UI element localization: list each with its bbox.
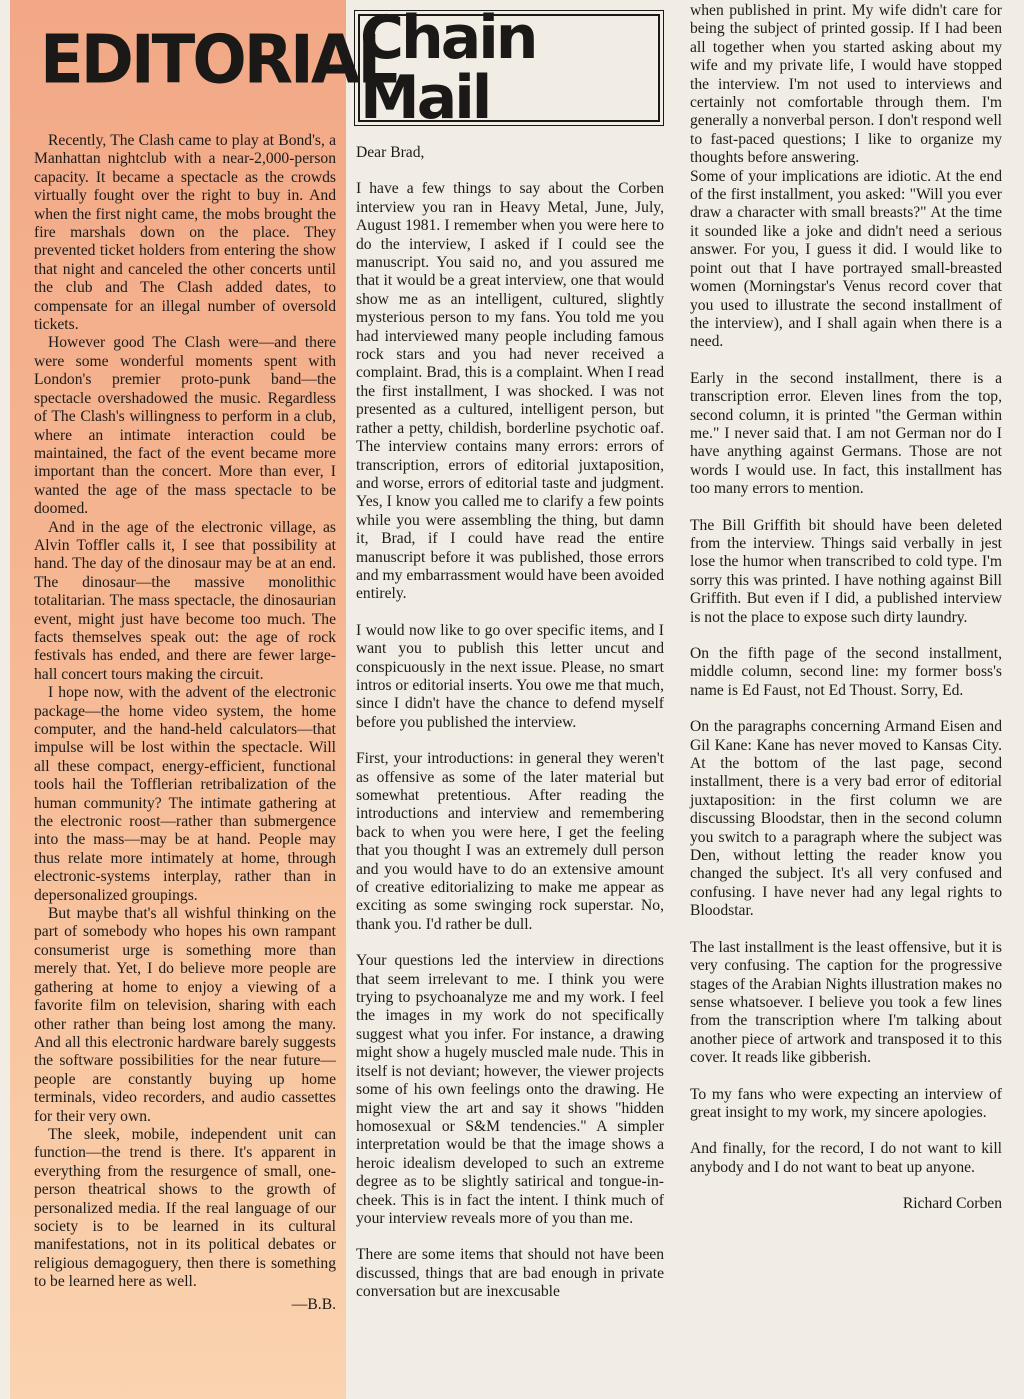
chain-mail-column-2 (686, 0, 1008, 1399)
letter-paragraph: On the fifth page of the second installment, middle column, second line: my former boss's name is Ed Faust, not Ed Thoust. Sorry, Ed. (690, 645, 1002, 699)
letter-paragraph: And finally, for the record, I do not want to kill anybody and I do not want to beat up anyone. (690, 1140, 1002, 1176)
letter-signature: Richard Corben (902, 1195, 1002, 1213)
chain-mail-heading: Chain Mail (360, 3, 536, 133)
editorial-paragraph: And in the age of the electronic village, as Alvin Toffler calls it, I see that possibility at hand. The day of the dinosaur may be at an end. The dinosaur—the massive monolithic totalitarian. The mass spectacle, the dinosaurian event, might just have become too much. The facts themselves speak out: the age of rock festivals has ended, and there are fewer large-hall concert tours making the circuit. (34, 518, 336, 683)
editorial-paragraph: However good The Clash were—and there were some wonderful moments spent with London's premier proto-punk band—the spectacle overshadowed the music. Regardless of The Clash's willingness to perform in a club, where an intimate interaction could be maintained, the fact of the event became more important than the concert. More than ever, I wanted the age of the mass spectacle to be doomed. (34, 334, 336, 518)
editorial-heading: EDITORIAL (40, 21, 396, 100)
chain-mail-column-1 (354, 0, 672, 1399)
letter-paragraph: First, your introductions: in general they weren't as offensive as some of the later material but somewhat pretentious. After reading the introductions and interview and remembering back to when you were here, I get the feeling that you thought I was an extremely dull person and you would have to do an extensive amount of creative editorializing to make me appear as exciting as some swinging rock superstar. No, thank you. I'd rather be dull. (356, 750, 664, 933)
editorial-paragraph: Recently, The Clash came to play at Bond's, a Manhattan nightclub with a near-2,000-person capacity. It became a spectacle as the crowds virtually fought over the right to buy in. And when the first night came, the mobs brought the fire marshals down on the place. They prevented ticket holders from entering the show that night and canceled the other concerts until the club and The Clash added dates, to compensate for an illegal number of oversold tickets. (34, 132, 336, 334)
editorial-body (34, 132, 336, 1292)
letter-paragraph: To my fans who were expecting an interview of great insight to my work, my sincere apologies. (690, 1085, 1002, 1121)
letter-paragraph: Your questions led the interview in directions that seem irrelevant to me. I think you were trying to psychoanalyze me and my work. I feel the images in my work do not specifically suggest what you infer. For instance, a drawing might show a hugely muscled male nude. This in itself is not deviant; however, the viewer projects some of his own feelings onto the drawing. He might view the art and say it shows "hidden homosexual or S&M tendencies." A simpler interpretation would be that the image shows a heroic idealism developed to such an extreme degree as to be slightly satirical and tongue-in-cheek. This is in fact the intent. I think much of your interview reveals more of you than me. (356, 952, 664, 1227)
letter-body-part-1 (356, 144, 664, 1302)
editorial-paragraph: The sleek, mobile, independent unit can function—the trend is there. It's apparent in everything from the resurgence of small, one-person theatrical shows to the growth of personalized media. If the real language of our society is to be learned in its cultural manifestations, not in its political debates or religious demagoguery, then there is something to be learned here as well. (34, 1125, 336, 1291)
editorial-signature: —B.B. (291, 1295, 336, 1313)
letter-paragraph: On the paragraphs concerning Armand Eisen and Gil Kane: Kane has never moved to Kansas City. At the bottom of the last page, second installment, there is a very bad error of editorial juxtaposition: in the first column we are discussing Bloodstar, then in the second column you switch to a paragraph where the subject was Den, without letting the reader know you changed the subject. It's all very confused and confusing. I have never had any legal rights to Bloodstar. (690, 718, 1002, 920)
letter-paragraph: when published in print. My wife didn't care for being the subject of printed gossip. If I had been all together when you started asking about my wife and my private life, I would have stopped the interview. I'm not used to interviews and certainly not comfortable through them. I'm generally a nonverbal person. I don't respond well to fast-paced questions; I like to organize my thoughts before answering. Some of your implications are idiotic. At the end of the first installment, you asked: "Will you ever draw a character with small breasts?" At the time it sounded like a joke and didn't need a serious answer. For you, I guess it did. I would like to point out that I have portrayed small-breasted women (Morningstar's Venus record cover that you used to illustrate the second installment of the interview), and I shall again when there is a need. (690, 2, 1002, 351)
letter-paragraph: I would now like to go over specific items, and I want you to publish this letter uncut and conspicuously in the next issue. Please, no smart intros or editorial inserts. You owe me that much, since I didn't have the chance to defend myself before you published the interview. (356, 621, 664, 731)
letter-paragraph: The last installment is the least offensive, but it is very confusing. The caption for the progressive stages of the Arabian Nights illustration makes no sense whatsoever. I believe you took a few lines from the transcription where I'm talking about another piece of artwork and transposed it to this cover. It reads like gibberish. (690, 938, 1002, 1067)
chain-mail-heading-box (358, 3, 660, 133)
letter-paragraph: Early in the second installment, there is a transcription error. Eleven lines from the top, second column, it is printed "the German within me." I never said that. I am not German nor do I have anything against Germans. Those are not words I would use. In fact, this installment has too many errors to mention. (690, 369, 1002, 498)
letter-paragraph: There are some items that should not have been discussed, things that are bad enough in private conversation but are inexcusable (356, 1246, 664, 1301)
letter-body-part-2 (690, 2, 1002, 1177)
editorial-paragraph: But maybe that's all wishful thinking on the part of somebody who hopes his own rampant consumerist urge is something more than merely that. Yet, I do believe more people are gathering at home to enjoy a viewing of a favorite film on television, sharing with each other rather than being lost among the many. And all this electronic hardware barely suggests the software possibilities for the near future—people are constantly buying up home terminals, video recorders, and audio cassettes for their very own. (34, 905, 336, 1125)
letter-salutation: Dear Brad, (356, 144, 425, 161)
letter-paragraph: I have a few things to say about the Corben interview you ran in Heavy Metal, June, July, August 1981. I remember when you were here to do the interview, I asked if I could see the manuscript. You said no, and you assured me that it would be a great interview, one that would show me as an intelligent, cultured, slightly mysterious person to my fans. You told me you had interviewed many people including famous rock stars and you had never received a complaint. Brad, this is a complaint. When I read the first installment, I was shocked. I was not presented as a cultured, intelligent person, but rather a petty, childish, borderline psychotic oaf. The interview contains many errors: errors of transcription, errors of editorial juxtaposition, and worse, errors of editorial taste and judgment. Yes, I know you called me to clarify a few points while you were assembling the thing, but damn it, Brad, if I could have read the entire manuscript before it was published, those errors and my embarrassment would have been avoided entirely. (356, 180, 664, 603)
editorial-paragraph: I hope now, with the advent of the electronic package—the home video system, the home computer, and the hand-held calculators—that impulse will be lost within the spectacle. Will all these compact, energy-efficient, functional tools hail the Tofflerian retribalization of the human community? The intimate gathering at the electronic roost—rather than submergence into the mass—may be at hand. People may thus relate more intimately at home, through electronic-systems interplay, rather than in depersonalized groupings. (34, 684, 336, 904)
letter-paragraph: The Bill Griffith bit should have been deleted from the interview. Things said verbally in jest lose the humor when transcribed to cold type. I'm sorry this was printed. I have nothing against Bill Griffith. But even if I did, a published interview is not the place to expose such dirty laundry. (690, 516, 1002, 626)
